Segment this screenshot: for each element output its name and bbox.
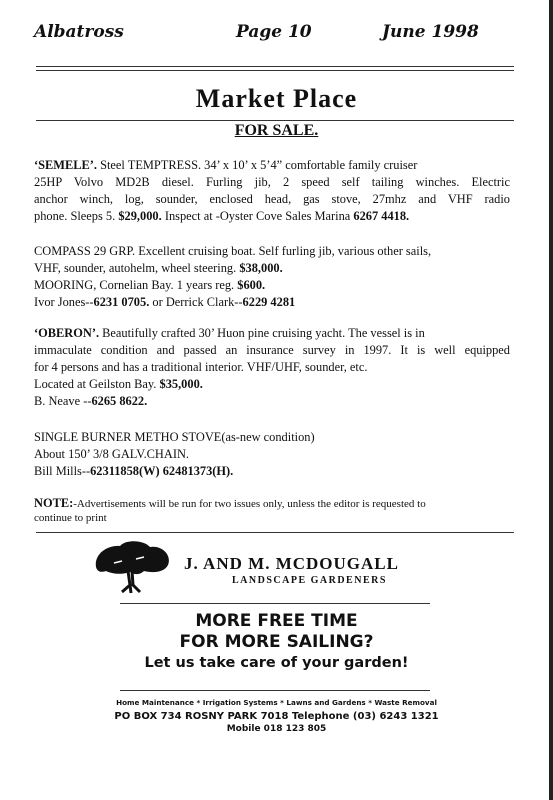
- ad-phone: 62311858(W) 62481373(H).: [90, 464, 234, 478]
- ad-text: SINGLE BURNER METHO STOVE(as-new condition): [34, 430, 315, 444]
- advert-headline-1: MORE FREE TIME: [195, 611, 358, 631]
- header-publication: Albatross: [34, 22, 124, 42]
- ad-name: ‘SEMELE’.: [34, 158, 97, 172]
- ad-oberon: [34, 325, 510, 410]
- ad-price: $38,000.: [239, 261, 283, 275]
- ad-phone: 6267 4418.: [353, 209, 410, 223]
- ad-text: or Derrick Clark--: [152, 295, 243, 309]
- ad-text: B. Neave --: [34, 394, 92, 408]
- advert-tagline: Let us take care of your garden!: [144, 655, 409, 671]
- ad-phone: 6229 4281: [242, 295, 296, 309]
- ad-semele: [34, 157, 510, 225]
- tree-logo-icon: [92, 537, 172, 597]
- ad-text: immaculate condition and passed an insurance survey in 1997. It is well equipped: [34, 343, 510, 357]
- ad-text: 25HP Volvo MD2B diesel. Furling jib, 2 speed self tailing winches. Electric: [34, 175, 510, 189]
- ad-text: phone. Sleeps 5.: [34, 209, 116, 223]
- header-date: June 1998: [382, 22, 479, 42]
- advert-headline-2: FOR MORE SAILING?: [179, 632, 374, 652]
- note-text: continue to print: [34, 512, 107, 524]
- section-heading: FOR SALE.: [234, 122, 319, 139]
- note-label: NOTE:: [34, 496, 74, 510]
- ad-text: About 150’ 3/8 GALV.CHAIN.: [34, 447, 190, 461]
- header-rule-thin: [36, 70, 514, 71]
- ad-text: Steel TEMPTRESS. 34’ x 10’ x 5’4” comfortable family cruiser: [97, 158, 418, 172]
- ad-text: COMPASS 29 GRP. Excellent cruising boat. Self furling jib, various other sails,: [34, 244, 432, 258]
- footer-rule: [120, 690, 430, 691]
- ad-text: VHF, sounder, autohelm, wheel steering.: [34, 261, 237, 275]
- advert-services: Home Maintenance * Irrigation Systems * Lawns and Gardens * Waste Removal: [116, 698, 437, 707]
- advert-rule: [120, 603, 430, 604]
- ad-phone: 6265 8622.: [91, 394, 148, 408]
- ad-stove-chain: [34, 429, 510, 480]
- title-rule: [36, 120, 514, 121]
- ad-text: anchor winch, log, sounder, enclosed head, gas stove, 27mhz and VHF radio: [34, 192, 510, 206]
- ad-text: Beautifully crafted 30’ Huon pine cruising yacht. The vessel is in: [99, 326, 425, 340]
- ad-text: Bill Mills--: [34, 464, 91, 478]
- business-subtitle: LANDSCAPE GARDENERS: [232, 575, 387, 586]
- ad-text: for 4 persons and has a traditional interior. VHF/UHF, sounder, etc.: [34, 360, 368, 374]
- ad-compass: [34, 243, 510, 311]
- ad-text: Located at Geilston Bay.: [34, 377, 157, 391]
- note-text: -Advertisements will be run for two issues only, unless the editor is requested to: [73, 498, 426, 510]
- ad-text: Inspect at -Oyster Cove Sales Marina: [164, 209, 351, 223]
- ad-phone: 6231 0705.: [93, 295, 150, 309]
- ad-price: $35,000.: [159, 377, 203, 391]
- page-title: Market Place: [195, 84, 358, 113]
- ad-price: $29,000.: [118, 209, 162, 223]
- note-rule: [36, 532, 514, 533]
- note: [34, 496, 510, 525]
- ad-text: Ivor Jones--: [34, 295, 94, 309]
- page-edge: [549, 0, 553, 800]
- header-rule: [36, 66, 514, 67]
- ad-price: $600.: [237, 278, 266, 292]
- header-page: Page 10: [236, 22, 312, 42]
- business-name: J. AND M. MCDOUGALL: [184, 554, 399, 573]
- advert-address: PO BOX 734 ROSNY PARK 7018 Telephone (03) 6243 1321: [114, 711, 439, 722]
- ad-text: MOORING, Cornelian Bay. 1 years reg.: [34, 278, 235, 292]
- advert-mobile: Mobile 018 123 805: [226, 724, 327, 734]
- ad-name: ‘OBERON’.: [34, 326, 100, 340]
